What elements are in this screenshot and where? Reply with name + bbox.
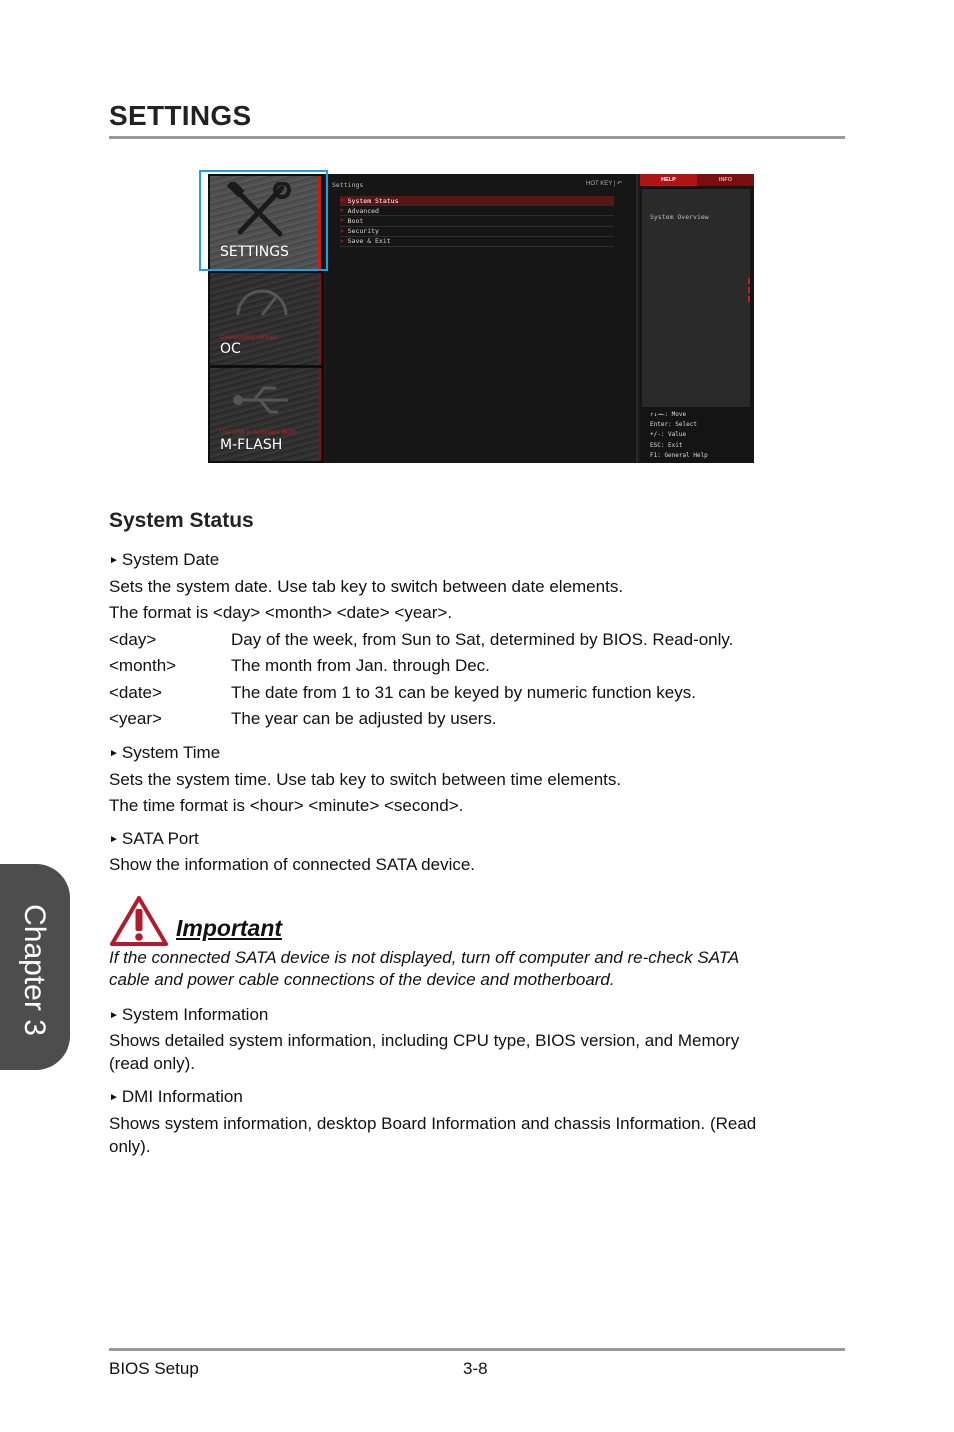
system-date-format: The format is <day> <month> <date> <year>. (109, 603, 453, 622)
chevron-right-icon: > (340, 207, 344, 215)
chevron-right-icon: > (340, 227, 344, 235)
triangle-bullet-icon: ► (109, 1010, 119, 1021)
dmi-information-desc1: Shows system information, desktop Board Information and chassis Information. (Read (109, 1114, 757, 1133)
tab-help[interactable]: HELP (640, 174, 697, 186)
menu-item-boot[interactable]: > Boot (340, 216, 614, 226)
settings-tile-label: SETTINGS (220, 244, 289, 260)
key-help-value: +/-: Value (650, 431, 687, 439)
breadcrumb: Settings (332, 181, 364, 189)
system-information-title: ► System Information (109, 1005, 269, 1024)
tab-info[interactable]: INFO (697, 174, 754, 186)
chevron-right-icon: > (340, 217, 344, 225)
key-help-select: Enter: Select (650, 421, 697, 429)
page-title: SETTINGS (109, 100, 252, 131)
menu-item-save-exit[interactable]: > Save & Exit (340, 237, 614, 247)
year-key: <year> (109, 709, 162, 728)
footer-section-name: BIOS Setup (109, 1359, 199, 1378)
selection-highlight (199, 170, 328, 271)
bios-help-panel (640, 174, 754, 463)
day-value: Day of the week, from Sun to Sat, determined by BIOS. Read-only. (231, 630, 734, 649)
triangle-bullet-icon: ► (109, 834, 119, 845)
system-overview-label: System Overview (650, 213, 709, 221)
chevron-right-icon: > (340, 237, 344, 245)
system-time-desc: Sets the system time. Use tab key to switch between time elements. (109, 770, 622, 789)
triangle-bullet-icon: ► (109, 748, 119, 759)
year-value: The year can be adjusted by users. (231, 709, 497, 728)
key-help-move: ↑↓→←: Move (650, 411, 687, 418)
section-heading: System Status (109, 509, 254, 532)
gauge-icon (232, 279, 292, 319)
settings-menu (340, 196, 614, 247)
month-value: The month from Jan. through Dec. (231, 656, 490, 675)
oc-tile[interactable] (210, 273, 321, 365)
chapter-tab-label: Chapter 3 (18, 904, 51, 1036)
system-time-format: The time format is <hour> <minute> <second>. (109, 796, 464, 815)
bios-main-panel (326, 174, 638, 463)
key-help-list (650, 410, 708, 461)
oc-tile-label: OC (220, 341, 241, 357)
important-note-line1: If the connected SATA device is not displayed, turn off computer and re-check SATA (109, 948, 740, 967)
dmi-information-desc2: only). (109, 1137, 151, 1156)
system-information-desc2: (read only). (109, 1054, 195, 1073)
usb-icon (232, 380, 296, 420)
date-key: <date> (109, 683, 162, 702)
system-information-desc1: Shows detailed system information, including CPU type, BIOS version, and Memory (109, 1031, 740, 1050)
help-tabs (640, 174, 754, 186)
sata-port-title: ► SATA Port (109, 829, 199, 848)
chevron-right-icon: > (340, 197, 344, 205)
mflash-tile-label: M-FLASH (220, 437, 283, 453)
menu-item-security[interactable]: > Security (340, 227, 614, 237)
footer-divider (109, 1348, 845, 1351)
triangle-bullet-icon: ► (109, 555, 119, 566)
system-time-title: ► System Time (109, 743, 221, 762)
date-value: The date from 1 to 31 can be keyed by numeric function keys. (231, 683, 696, 702)
system-date-desc: Sets the system date. Use tab key to switch between date elements. (109, 577, 624, 596)
dmi-information-title: ► DMI Information (109, 1087, 243, 1106)
menu-item-system-status[interactable]: > System Status (340, 196, 614, 206)
triangle-bullet-icon: ► (109, 1092, 119, 1103)
key-help-exit: ESC: Exit (650, 441, 683, 449)
sata-port-desc: Show the information of connected SATA device. (109, 855, 476, 874)
mflash-tile[interactable] (210, 368, 321, 461)
important-note-line2: cable and power cable connections of the device and motherboard. (109, 970, 615, 989)
mflash-tile-hint: Use USB to flash/save BIOS (220, 430, 297, 436)
help-content (642, 189, 750, 407)
title-divider (109, 136, 845, 139)
scroll-indicator (748, 278, 751, 302)
hotkey-label[interactable]: HOT KEY | ↶ (586, 181, 623, 187)
month-key: <month> (109, 656, 177, 675)
warning-icon (109, 895, 169, 947)
oc-tile-hint: Overclocking settings (220, 335, 278, 341)
menu-item-advanced[interactable]: > Advanced (340, 206, 614, 216)
footer-page-number: 3-8 (463, 1359, 488, 1378)
important-title: Important (176, 915, 283, 941)
day-key: <day> (109, 630, 157, 649)
key-help-general: F1: General Help (650, 451, 708, 459)
system-date-title: ► System Date (109, 550, 220, 569)
